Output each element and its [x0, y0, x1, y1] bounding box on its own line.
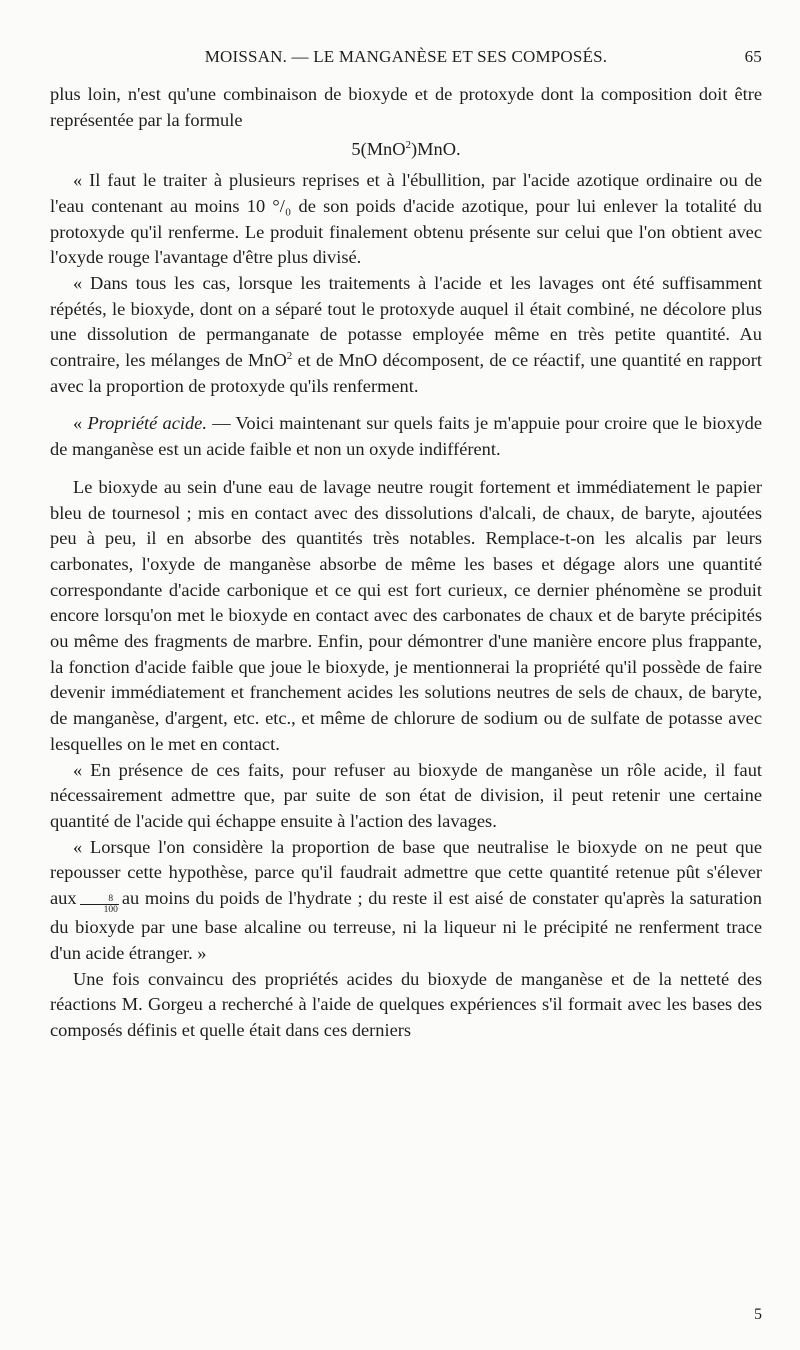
- paragraph-1: plus loin, n'est qu'une combinaison de bioxyde et de protoxyde dont la composition doit être représentée par la formule: [50, 84, 762, 130]
- paragraph-4-text: — Voici maintenant sur quels faits je m'appuie pour croire que le bioxyde de manganèse est un acide faible et non un oxyde indifférent.: [50, 413, 762, 460]
- formula-part-b: )MnO.: [411, 139, 461, 160]
- paragraph-3-text-a: « Dans tous les cas, lorsque les traitements à l'acide et les lavages ont été suffisamment répétés, le bioxyde, dont on a séparé tout le protoxyde auquel il était combiné, ne décolore plus une dissolution de permanganate de potasse employée même en très petite quantité. Au contraire, les mélanges de MnO: [50, 272, 762, 371]
- fraction-numerator: 8: [108, 894, 114, 905]
- paragraph-4: [50, 411, 762, 462]
- fraction-denominator: 100: [80, 904, 119, 915]
- paragraph-3-superscript: 2: [286, 350, 293, 363]
- paragraph-5: Le bioxyde au sein d'une eau de lavage neutre rougit fortement et immédiatement le papier bleu de tournesol ; mis en contact avec des dissolutions d'alcali, de chaux, de baryte, ajoutées peu à peu, il en absorbe des quantités très notables. Remplace-t-on les alcalis par leurs carbonates, l'oxyde de manganèse absorbe de même les bases et dégage alors une quantité correspondante d'acide carbonique et ce qui est fort curieux, ce dernier phénomène se produit encore lorsqu'on met le bioxyde en contact avec des carbonates de chaux et de baryte précipités ou même des fragments de marbre. Enfin, pour démontrer d'une manière encore plus frappante, la fonction d'acide faible que joue le bioxyde, je mentionnerai la propriété qu'il possède de faire devenir immédiatement et franchement acides les solutions neutres de sels de chaux, de baryte, de manganèse, d'argent, etc. etc., et même de chlorure de sodium ou de sulfate de potasse avec lesquelles on le met en contact.: [50, 476, 762, 754]
- formula-part-a: 5(MnO: [351, 139, 406, 160]
- paragraph-2: « Il faut le traiter à plusieurs reprises et à l'ébullition, par l'acide azotique ordinaire ou de l'eau contenant au moins 10 °/₀ de son poids d'acide azotique, pour lui enlever la totalité du protoxyde qu'il renferme. Le produit finalement obtenu présente sur celui que l'on obtient avec l'oxyde rouge l'avantage d'être plus divisé.: [50, 170, 762, 268]
- body-text: [50, 82, 762, 1044]
- running-title: MOISSAN. — LE MANGANÈSE ET SES COMPOSÉS.: [204, 47, 608, 66]
- paragraph-3: [50, 271, 762, 400]
- fraction: [80, 894, 119, 915]
- chemical-formula: [50, 137, 762, 163]
- page-number: 65: [744, 47, 762, 66]
- paragraph-7-text-b: au moins du poids de l'hydrate ; du reste il est aisé de constater qu'après la saturation du bioxyde par une base alcaline ou terreuse, ni la liqueur ni le précipité ne renferment trace d'un acide étranger. »: [50, 888, 762, 963]
- paragraph-4-lead: «: [73, 413, 88, 434]
- formula-subscript: 2: [405, 139, 412, 152]
- running-header: [50, 47, 762, 69]
- paragraph-8: Une fois convaincu des propriétés acides du bioxyde de manganèse et de la netteté des réactions M. Gorgeu a recherché à l'aide de quelques expériences s'il formait avec les bases des composés définis et quelle était dans ces derniers: [50, 968, 762, 1040]
- paragraph-7-text-a: « Lorsque l'on considère la proportion de base que neutralise le bioxyde on ne peut que repousser cette hypothèse, parce qu'il faudrait admettre que cette quantité retenue pût s'élever aux: [50, 836, 762, 909]
- section-heading-propriete-acide: Propriété acide.: [87, 413, 207, 434]
- signature-mark: 5: [754, 1306, 762, 1323]
- paragraph-3-text-b: et de MnO décomposent, de ce réactif, une quantité en rapport avec la proportion de protoxyde qu'ils renferment.: [50, 350, 762, 396]
- paragraph-7: [50, 835, 762, 967]
- paragraph-6: « En présence de ces faits, pour refuser au bioxyde de manganèse un rôle acide, il faut nécessairement admettre que, par suite de son état de division, il peut retenir une certaine quantité de l'acide qui échappe ensuite à l'action des lavages.: [50, 759, 762, 831]
